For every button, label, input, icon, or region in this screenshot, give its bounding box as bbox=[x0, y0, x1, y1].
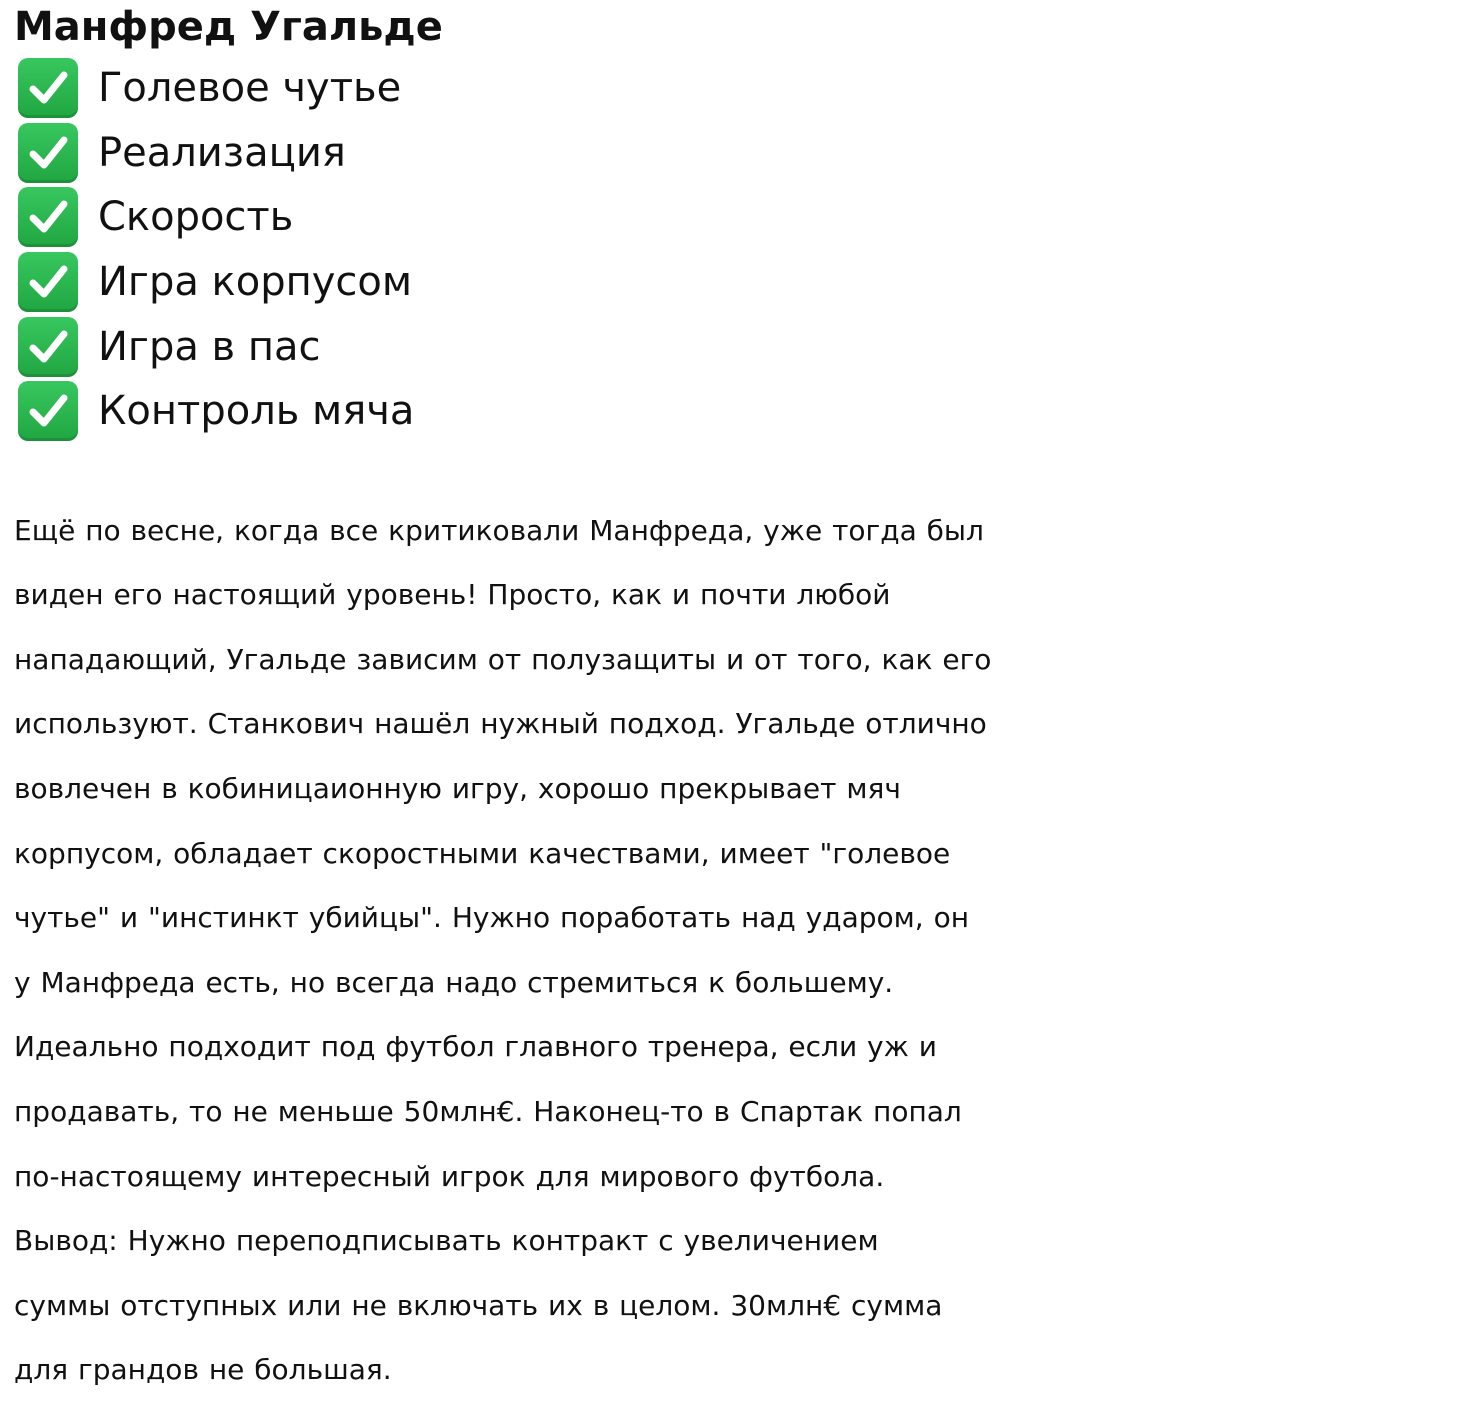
checklist-label: Игра в пас bbox=[98, 323, 321, 370]
body-line: суммы отступных или не включать их в целом. 30млн€ сумма bbox=[14, 1288, 943, 1322]
body-line: по-настоящему интересный игрок для мирового футбола. bbox=[14, 1159, 885, 1193]
skills-checklist bbox=[14, 56, 1446, 444]
body-line: продавать, то не меньше 50млн€. Наконец-то в Спартак попал bbox=[14, 1094, 962, 1128]
body-line: Ещё по весне, когда все критиковали Манфреда, уже тогда был bbox=[14, 513, 984, 547]
checklist-item bbox=[14, 250, 1446, 315]
checklist-item bbox=[14, 185, 1446, 250]
checklist-label: Реализация bbox=[98, 129, 346, 176]
body-line: вовлечен в кобиницаионную игру, хорошо прекрывает мяч bbox=[14, 771, 901, 805]
checklist-label: Игра корпусом bbox=[98, 259, 413, 306]
body-line: корпусом, обладает скоростными качествами, имеет "голевое bbox=[14, 836, 951, 870]
body-line: чутье" и "инстинкт убийцы". Нужно поработать над ударом, он bbox=[14, 901, 970, 935]
checklist-item bbox=[14, 379, 1446, 444]
checklist-item bbox=[14, 56, 1446, 121]
check-mark-button-icon bbox=[18, 123, 78, 183]
checklist-label: Голевое чутье bbox=[98, 65, 402, 112]
check-mark-button-icon bbox=[18, 317, 78, 377]
body-line: Идеально подходит под футбол главного тренера, если уж и bbox=[14, 1030, 937, 1064]
post-body bbox=[14, 499, 1454, 1403]
body-line: Вывод: Нужно переподписывать контракт с увеличением bbox=[14, 1224, 879, 1258]
post-title: Манфред Угальде bbox=[14, 4, 443, 50]
check-mark-button-icon bbox=[18, 58, 78, 118]
checklist-label: Скорость bbox=[98, 194, 294, 241]
body-line: для грандов не большая. bbox=[14, 1353, 392, 1387]
body-line: нападающий, Угальде зависим от полузащиты и от того, как его bbox=[14, 642, 992, 676]
check-mark-button-icon bbox=[18, 381, 78, 441]
checklist-item bbox=[14, 121, 1446, 186]
body-line: виден его настоящий уровень! Просто, как и почти любой bbox=[14, 578, 891, 612]
body-line: у Манфреда есть, но всегда надо стремиться к большему. bbox=[14, 965, 894, 999]
checklist-label: Контроль мяча bbox=[98, 388, 415, 435]
check-mark-button-icon bbox=[18, 187, 78, 247]
check-mark-button-icon bbox=[18, 252, 78, 312]
checklist-item bbox=[14, 314, 1446, 379]
body-line: используют. Станкович нашёл нужный подход. Угальде отлично bbox=[14, 707, 987, 741]
